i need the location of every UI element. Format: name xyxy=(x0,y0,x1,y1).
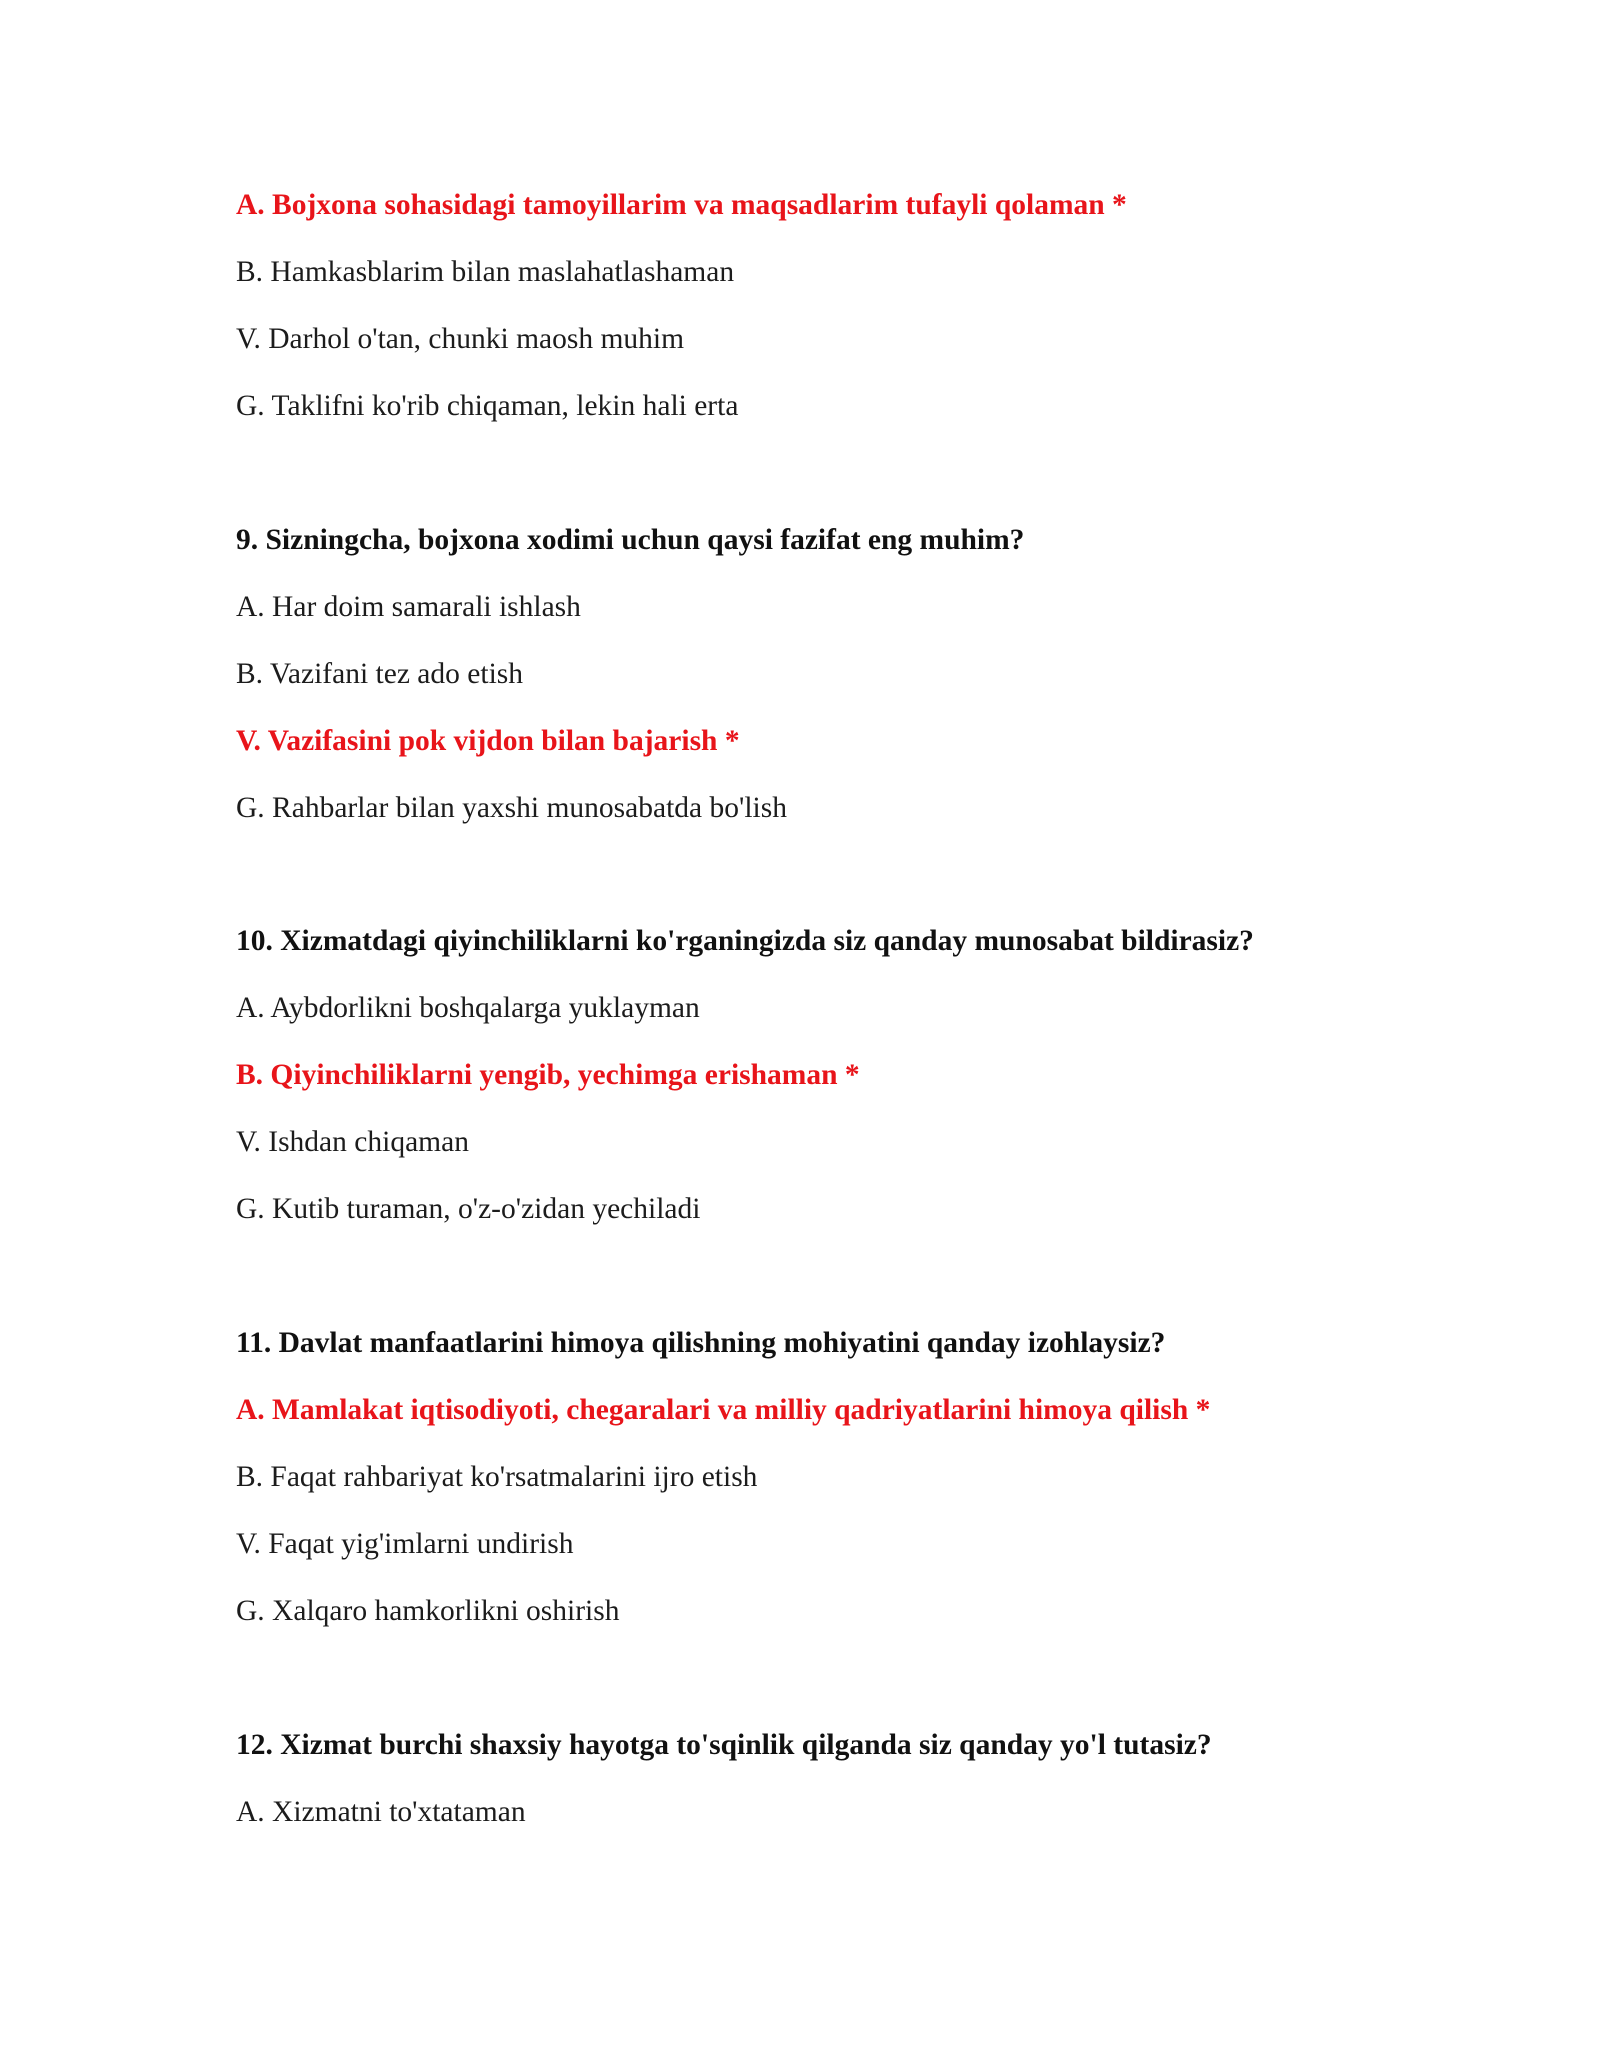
question-9-title: 9. Sizningcha, bojxona xodimi uchun qaysi fazifat eng muhim? xyxy=(236,524,1025,556)
question-10-title: 10. Xizmatdagi qiyinchiliklarni ko'rganingizda siz qanday munosabat bildirasiz? xyxy=(236,925,1254,957)
answer-option-correct: A. Mamlakat iqtisodiyoti, chegaralari va milliy qadriyatlarini himoya qilish * xyxy=(236,1394,1211,1426)
question-12-title: 12. Xizmat burchi shaxsiy hayotga to'sqinlik qilganda siz qanday yo'l tutasiz? xyxy=(236,1729,1212,1761)
answer-option-correct: B. Qiyinchiliklarni yengib, yechimga erishaman * xyxy=(236,1059,860,1091)
answer-option-correct: A. Bojxona sohasidagi tamoyillarim va maqsadlarim tufayli qolaman * xyxy=(236,189,1127,221)
answer-option: V. Darhol o'tan, chunki maosh muhim xyxy=(236,323,685,355)
answer-option: G. Rahbarlar bilan yaxshi munosabatda bo'lish xyxy=(236,792,787,824)
answer-option: V. Faqat yig'imlarni undirish xyxy=(236,1528,574,1560)
answer-option: A. Har doim samarali ishlash xyxy=(236,591,581,623)
answer-option: G. Kutib turaman, o'z-o'zidan yechiladi xyxy=(236,1193,701,1225)
question-11-title: 11. Davlat manfaatlarini himoya qilishning mohiyatini qanday izohlaysiz? xyxy=(236,1327,1166,1359)
answer-option: V. Ishdan chiqaman xyxy=(236,1126,469,1158)
answer-option: B. Vazifani tez ado etish xyxy=(236,658,523,690)
answer-option: G. Taklifni ko'rib chiqaman, lekin hali erta xyxy=(236,390,739,422)
answer-option: B. Hamkasblarim bilan maslahatlashaman xyxy=(236,256,735,288)
answer-option-correct: V. Vazifasini pok vijdon bilan bajarish * xyxy=(236,725,740,757)
answer-option: A. Aybdorlikni boshqalarga yuklayman xyxy=(236,992,700,1024)
answer-option: A. Xizmatni to'xtataman xyxy=(236,1796,526,1828)
answer-option: B. Faqat rahbariyat ko'rsatmalarini ijro etish xyxy=(236,1461,758,1493)
answer-option: G. Xalqaro hamkorlikni oshirish xyxy=(236,1595,620,1627)
